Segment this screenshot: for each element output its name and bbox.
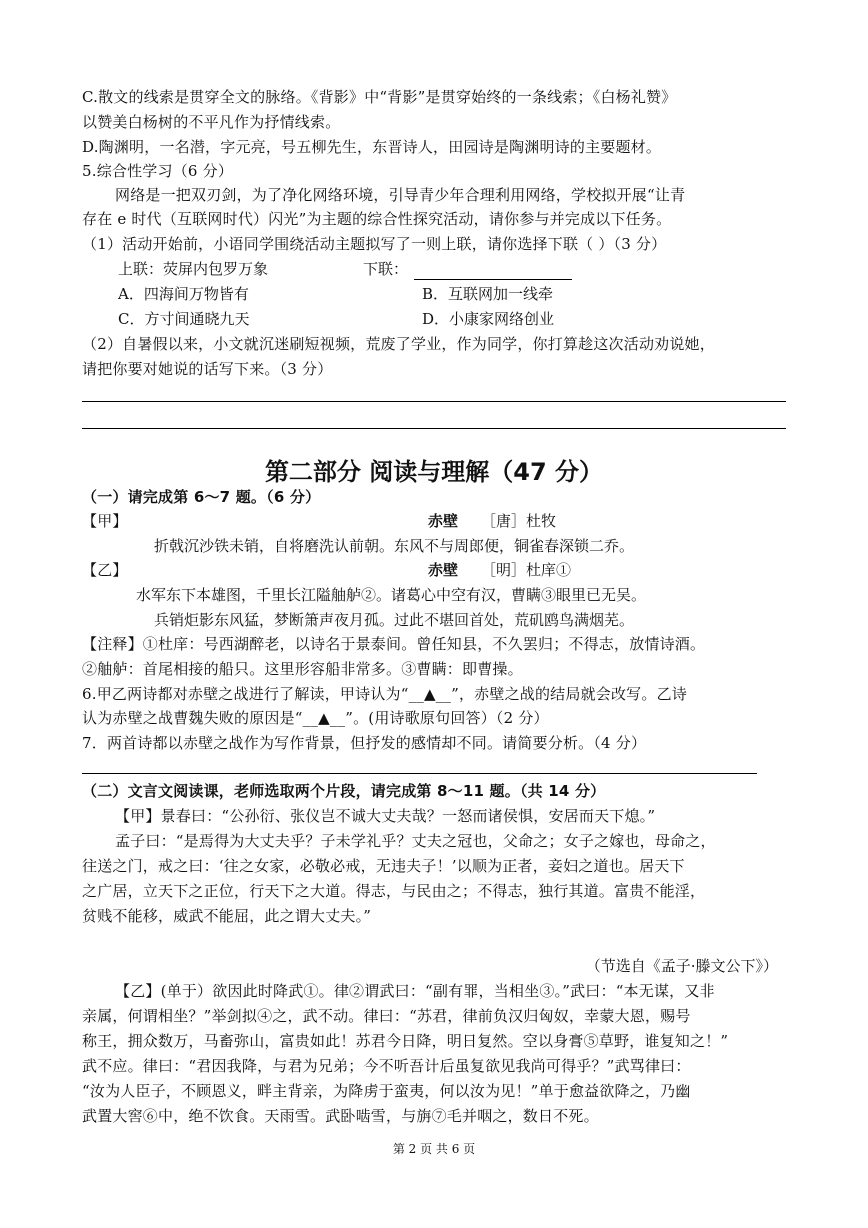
jia-line4: 之广居，立天下之正位，行天下之大道。得志，与民由之；不得志，独行其道。富贵不能淫， <box>82 882 706 900</box>
q5-intro-line2: 存在 e 时代（互联网时代）闪光”为主题的综合性探究活动，请你参与并完成以下任务。 <box>82 210 672 228</box>
jia-line3: 往送之门，戒之曰：‘往之女家，必敬必戒，无违夫子！’以顺为正者，妾妇之道也。居天下 <box>82 857 685 875</box>
option-c-line1: C.散文的线索是贯穿全文的脉络。《背影》中“背影”是贯穿始终的一条线索；《白杨礼赞》 <box>82 88 677 106</box>
poem2-line2: 兵销炬影东风猛，梦断箫声夜月孤。过此不堪回首处，荒矶鸥鸟满烟芜。 <box>154 611 635 629</box>
q6-line2: 认为赤壁之战曹魏失败的原因是“__▲__”。(用诗歌原句回答）（2 分） <box>82 709 549 727</box>
option-d-line: D.陶渊明，一名潜，字元亮，号五柳先生，东晋诗人，田园诗是陶渊明诗的主要题材。 <box>82 138 662 156</box>
page-number: 第 2 页 共 6 页 <box>392 1142 476 1156</box>
option-b[interactable]: B．互联网加一线牵 <box>422 285 554 303</box>
answer-blank[interactable] <box>414 263 572 280</box>
section1-heading: （一）请完成第 6～7 题。（6 分） <box>82 488 321 506</box>
option-c[interactable]: C．方寸间通晓九天 <box>118 310 250 328</box>
yi-line5: “汝为人臣子，不顾恩义，畔主背亲，为降虏于蛮夷，何以汝为见！”单于愈益欲降之，乃幽 <box>82 1082 691 1100</box>
poem2-author: ［明］杜庠① <box>481 561 572 579</box>
couplet-lower[interactable] <box>363 258 572 280</box>
section2-heading: （二）文言文阅读课，老师选取两个片段，请完成第 8～11 题。（共 14 分） <box>82 782 606 800</box>
yi-line6: 武置大窖⑥中，绝不饮食。天雨雪。武卧啮雪，与旃⑦毛并咽之，数日不死。 <box>82 1107 599 1125</box>
option-d[interactable]: D．小康家网络创业 <box>422 310 555 328</box>
poem1-body: 折戟沉沙铁未销，自将磨洗认前朝。东风不与周郎便，铜雀春深锁二乔。 <box>154 537 635 555</box>
poem2-line1: 水军东下本雄图，千里长江隘舳舻②。诸葛心中空有汉，曹瞒③眼里已无吴。 <box>136 586 647 604</box>
q5-sub2-line1: （2）自暑假以来，小文就沉迷刷短视频，荒废了学业，作为同学，你打算趁这次活动劝说她， <box>82 335 715 353</box>
yi-line3: 称王，拥众数万，马畜弥山，富贵如此！苏君今日降，明日复然。空以身膏⑤草野，谁复知之！” <box>82 1032 729 1050</box>
source-citation: （节选自《孟子·滕文公下》） <box>585 957 778 975</box>
poem2-label: 【乙】 <box>82 561 128 579</box>
couplet-lower-label: 下联： <box>363 260 409 278</box>
poem1-title: 赤壁 <box>428 512 459 530</box>
yi-line1: 【乙】(单于）欲因此时降武①。律②谓武曰：“副有罪，当相坐③。”武曰：“本无谋，又非 <box>115 982 715 1000</box>
jia-line5: 贫贱不能移，威武不能屈，此之谓大丈夫。” <box>82 907 372 925</box>
q5-intro-line1: 网络是一把双刃剑，为了净化网络环境，引导青少年合理利用网络，学校拟开展“让青 <box>115 186 686 204</box>
answer-line-q7[interactable] <box>82 773 757 774</box>
option-c-line2: 以赞美白杨树的不平凡作为抒情线索。 <box>82 113 341 131</box>
yi-line4: 武不应。律曰：“君因我降，与君为兄弟；今不听吾计后虽复欲见我尚可得乎？”武骂律曰： <box>82 1057 691 1075</box>
answer-line-1[interactable] <box>82 401 786 402</box>
notes-line1: 【注释】①杜庠：号西湖醉老，以诗名于景泰间。曾任知县，不久罢归；不得志，放情诗酒。 <box>82 635 706 653</box>
q5-sub2-line2: 请把你要对她说的话写下来。（3 分） <box>82 360 333 378</box>
q6-line1: 6.甲乙两诗都对赤壁之战进行了解读，甲诗认为“__▲__”，赤壁之战的结局就会改写。乙诗 <box>82 685 687 703</box>
jia-line1: 【甲】景春曰：“公孙衍、张仪岂不诚大丈夫哉？一怒而诸侯惧，安居而天下熄。” <box>115 807 656 825</box>
poem2-title: 赤壁 <box>428 561 459 579</box>
q5-sub1: （1）活动开始前，小语同学围绕活动主题拟写了一则上联，请你选择下联（ ）（3 分） <box>82 235 667 253</box>
couplet-upper: 上联：荧屏内包罗万象 <box>118 260 269 278</box>
answer-line-2[interactable] <box>82 428 786 429</box>
notes-line2: ②舳舻：首尾相接的船只。这里形容船非常多。③曹瞒：即曹操。 <box>82 660 523 678</box>
q5-heading: 5.综合性学习（6 分） <box>82 162 234 180</box>
part-title: 第二部分 阅读与理解（47 分） <box>264 458 604 486</box>
jia-line2: 孟子曰：“是焉得为大丈夫乎？子未学礼乎？丈夫之冠也，父命之；女子之嫁也，母命之， <box>115 832 716 850</box>
poem1-label: 【甲】 <box>82 512 128 530</box>
yi-line2: 亲属，何谓相坐？”举剑拟④之，武不动。律曰：“苏君，律前负汉归匈奴，幸蒙大恩，赐号 <box>82 1007 691 1025</box>
q7: 7．两首诗都以赤壁之战作为写作背景，但抒发的感情却不同。请简要分析。（4 分） <box>82 734 647 752</box>
option-a[interactable]: A．四海间万物皆有 <box>118 285 249 303</box>
poem1-author: ［唐］杜牧 <box>481 512 557 530</box>
